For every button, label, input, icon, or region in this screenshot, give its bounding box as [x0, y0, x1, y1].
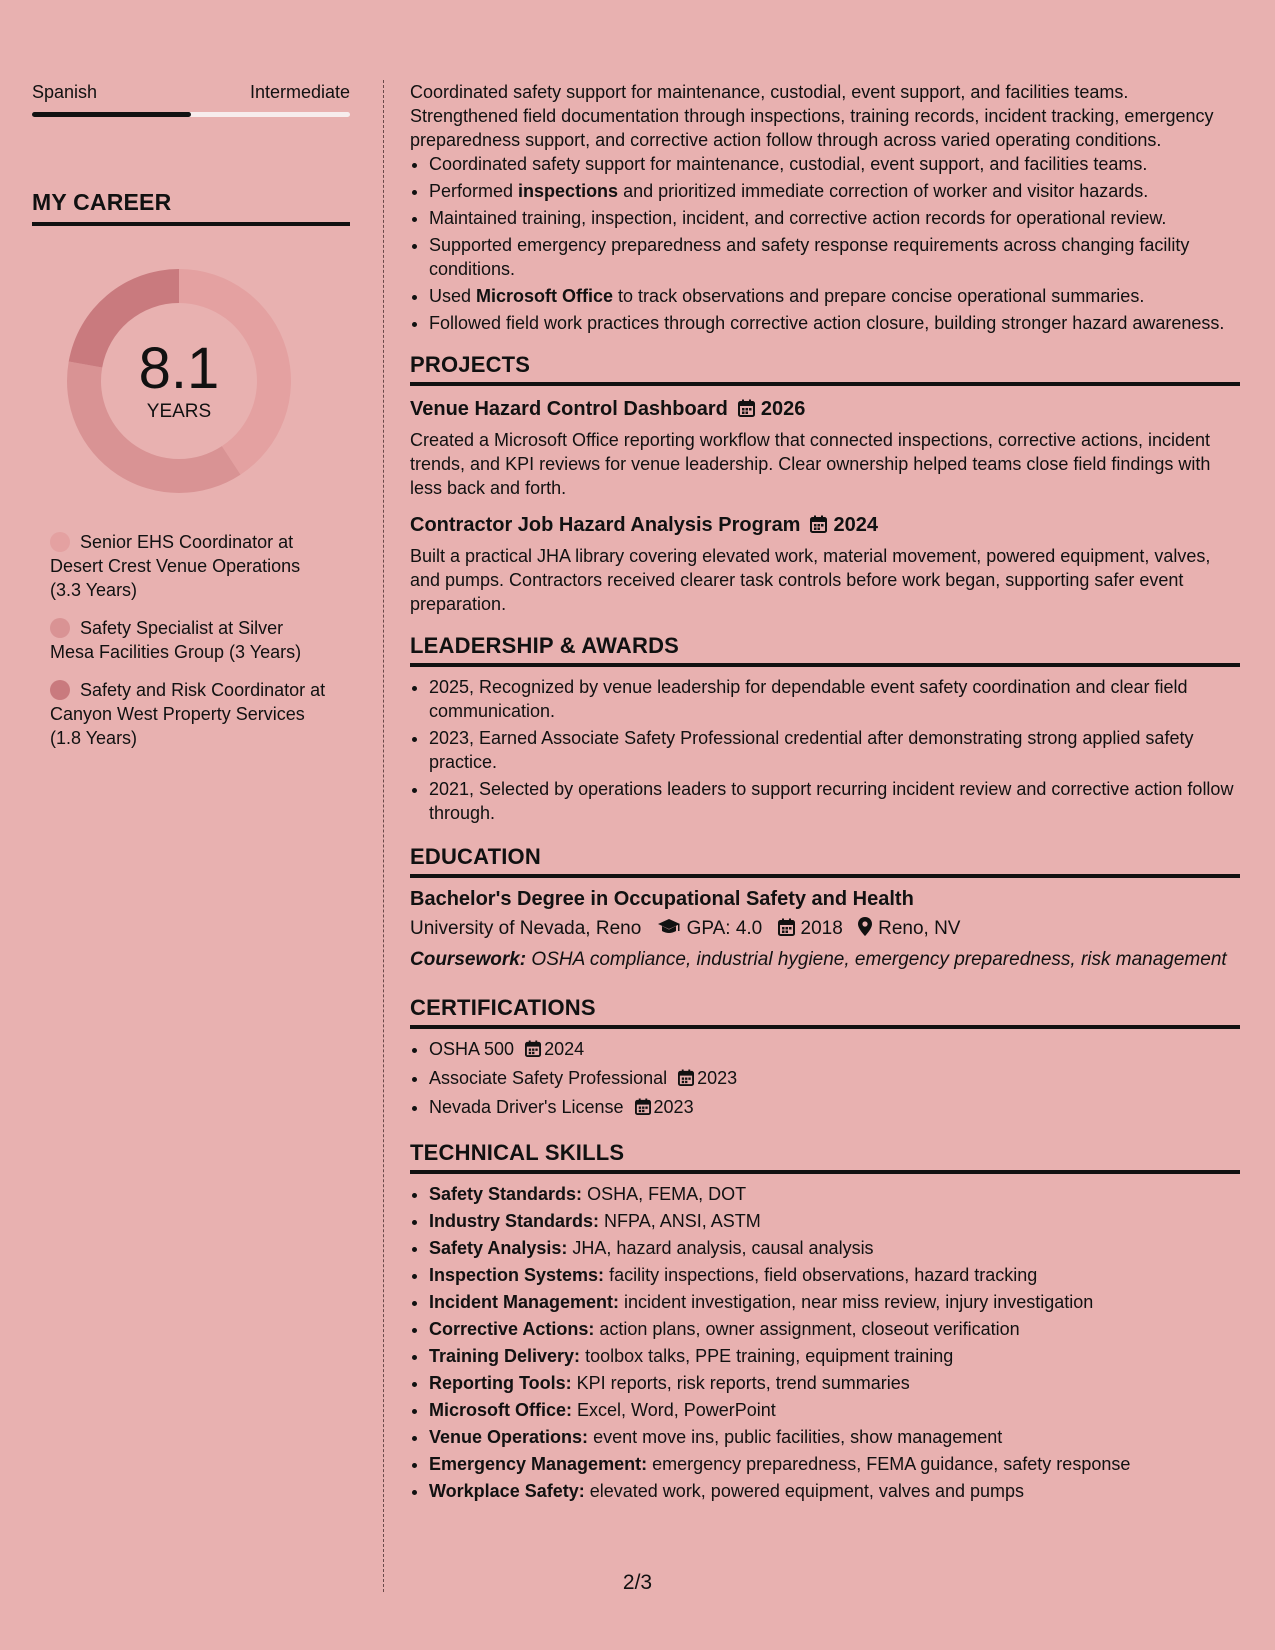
experience-summary: Coordinated safety support for maintenance, custodial, event support, and facilities teams. Strengthened field documentation through inspections, training records, incident tracking, emergency preparedness support, and corrective action follow through across varied operating conditions. — [410, 82, 1214, 150]
education-school: University of Nevada, Reno — [410, 918, 642, 939]
language-row — [32, 80, 350, 104]
education-location: Reno, NV — [878, 918, 961, 939]
language-proficiency-bar — [32, 112, 350, 117]
career-legend-item — [50, 530, 330, 602]
experience-bullet: • Maintained training, inspection, incident, and corrective action records for operational review. — [429, 206, 1240, 230]
legend-dot — [50, 618, 70, 638]
education-gpa: GPA: 4.0 — [686, 918, 763, 939]
calendar-icon — [525, 1039, 541, 1063]
career-legend — [50, 530, 330, 750]
legend-label: Safety Specialist at Silver Mesa Facilities Group (3 Years) — [50, 618, 302, 662]
column-divider — [383, 80, 384, 1592]
graduation-cap-icon — [657, 918, 681, 944]
project-description: Built a practical JHA library covering elevated work, material movement, powered equipment, valves, and pumps. Contractors received clearer task controls before work began, supporting safer event preparation. — [410, 546, 1211, 614]
legend-dot — [50, 680, 70, 700]
page-number: 2/3 — [622, 1571, 653, 1594]
skill-item: • Emergency Management: emergency preparedness, FEMA guidance, safety response — [429, 1452, 1240, 1476]
experience-bullet: • Followed field work practices through corrective action closure, building stronger hazard awareness. — [429, 311, 1240, 335]
education-year: 2018 — [800, 918, 843, 939]
calendar-icon — [778, 918, 795, 944]
project-name: Contractor Job Hazard Analysis Program — [410, 514, 801, 536]
career-years-label: YEARS — [146, 401, 212, 422]
skills-list — [410, 1182, 1240, 1503]
language-name: Spanish — [32, 82, 98, 102]
project-year: 2024 — [833, 514, 878, 536]
experience-bullet: • Performed inspections and prioritized immediate correction of worker and visitor hazards. — [429, 179, 1240, 203]
skill-item: • Venue Operations: event move ins, public facilities, show management — [429, 1425, 1240, 1449]
skill-item: • Microsoft Office: Excel, Word, PowerPoint — [429, 1398, 1240, 1422]
award-item: • 2021, Selected by operations leaders to support recurring incident review and corrective action follow through. — [429, 777, 1240, 825]
main-content — [410, 80, 1240, 1506]
legend-dot — [50, 532, 70, 552]
calendar-icon — [635, 1097, 651, 1121]
experience-bullets — [410, 152, 1240, 335]
certifications-title: CERTIFICATIONS — [410, 994, 1240, 1029]
project-heading — [410, 396, 1240, 424]
coursework-text: OSHA compliance, industrial hygiene, emergency preparedness, risk management — [531, 949, 1227, 970]
calendar-icon — [678, 1068, 694, 1092]
education-degree: Bachelor's Degree in Occupational Safety and Health — [410, 888, 914, 910]
career-donut-chart — [66, 268, 292, 494]
skills-title: TECHNICAL SKILLS — [410, 1139, 1240, 1174]
experience-bullet: • Supported emergency preparedness and safety response requirements across changing facility conditions. — [429, 233, 1240, 281]
project-year: 2026 — [760, 398, 806, 420]
certification-item: • Associate Safety Professional 2023 — [429, 1066, 1240, 1092]
certification-item: • Nevada Driver's License 2023 — [429, 1095, 1240, 1121]
project-heading — [410, 512, 1240, 540]
career-total-years: 8.1 — [138, 336, 220, 401]
award-item: • 2023, Earned Associate Safety Professional credential after demonstrating strong applied safety practice. — [429, 726, 1240, 774]
skill-item: • Reporting Tools: KPI reports, risk reports, trend summaries — [429, 1371, 1240, 1395]
legend-label: Senior EHS Coordinator at Desert Crest Venue Operations (3.3 Years) — [50, 532, 301, 600]
projects-title: PROJECTS — [410, 351, 1240, 386]
career-legend-item — [50, 678, 330, 750]
education-details — [410, 916, 1240, 944]
skill-item: • Inspection Systems: facility inspections, field observations, hazard tracking — [429, 1263, 1240, 1287]
experience-bullet: • Coordinated safety support for maintenance, custodial, event support, and facilities teams. — [429, 152, 1240, 176]
career-title: MY CAREER — [32, 189, 350, 226]
skill-item: • Incident Management: incident investigation, near miss review, injury investigation — [429, 1290, 1240, 1314]
language-level: Intermediate — [249, 82, 350, 102]
sidebar — [32, 80, 350, 764]
education-coursework — [410, 948, 1240, 972]
awards-title: LEADERSHIP & AWARDS — [410, 632, 1240, 667]
calendar-icon — [738, 398, 755, 424]
language-proficiency-fill — [32, 112, 191, 117]
calendar-icon — [810, 514, 827, 540]
awards-list — [410, 675, 1240, 825]
experience-bullet: • Used Microsoft Office to track observations and prepare concise operational summaries. — [429, 284, 1240, 308]
certifications-list — [410, 1037, 1240, 1121]
location-pin-icon — [858, 917, 872, 944]
skill-item: • Industry Standards: NFPA, ANSI, ASTM — [429, 1209, 1240, 1233]
legend-label: Safety and Risk Coordinator at Canyon West Property Services (1.8 Years) — [50, 680, 326, 748]
coursework-label: Coursework: — [410, 949, 527, 970]
education-title: EDUCATION — [410, 843, 1240, 878]
project-description: Created a Microsoft Office reporting workflow that connected inspections, corrective actions, incident trends, and KPI reviews for venue leadership. Clear ownership helped teams close field findings with less back and forth. — [410, 430, 1211, 498]
skill-item: • Workplace Safety: elevated work, powered equipment, valves and pumps — [429, 1479, 1240, 1503]
project-name: Venue Hazard Control Dashboard — [410, 398, 728, 420]
skill-item: • Training Delivery: toolbox talks, PPE training, equipment training — [429, 1344, 1240, 1368]
skill-item: • Corrective Actions: action plans, owner assignment, closeout verification — [429, 1317, 1240, 1341]
skill-item: • Safety Analysis: JHA, hazard analysis, causal analysis — [429, 1236, 1240, 1260]
career-legend-item — [50, 616, 330, 664]
skill-item: • Safety Standards: OSHA, FEMA, DOT — [429, 1182, 1240, 1206]
award-item: • 2025, Recognized by venue leadership for dependable event safety coordination and clear field communication. — [429, 675, 1240, 723]
certification-item: • OSHA 500 2024 — [429, 1037, 1240, 1063]
